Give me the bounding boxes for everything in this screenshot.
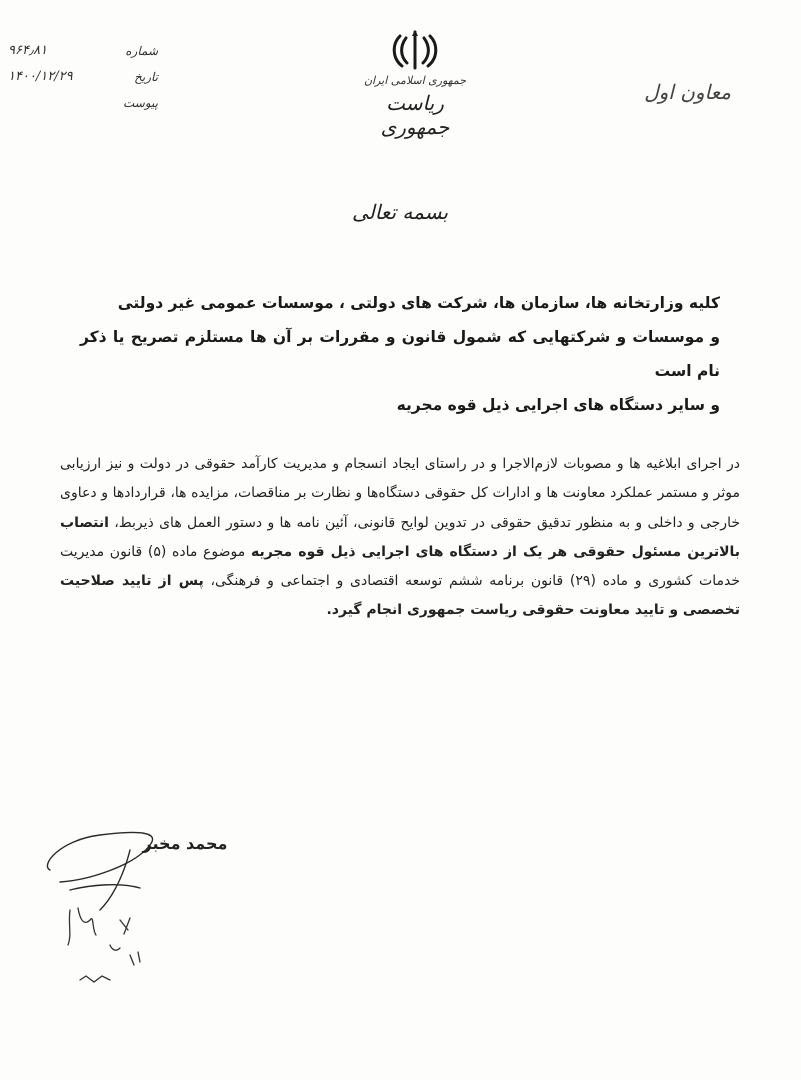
- addressee-block: [80, 286, 720, 422]
- meta-number-row: [8, 38, 158, 64]
- body-bold-text: انتصاب بالاترین مسئول حقوقی هر یک از دستگاه های اجرایی ذیل قوه مجریه: [60, 514, 741, 560]
- body-text: موضوع ماده (۵) قانون مدیریت خدمات کشوری و ماده (۲۹) قانون برنامه ششم توسعه اقتصادی و اجتماعی و فرهنگی،: [60, 543, 740, 590]
- meta-date-row: [8, 64, 158, 90]
- signature-name: محمد مخبر: [142, 834, 228, 853]
- meta-attachment-row: [8, 90, 158, 116]
- emblem-caption: جمهوری اسلامی ایران: [363, 74, 467, 87]
- letter-meta: [8, 38, 158, 116]
- iran-emblem-icon: [390, 28, 440, 72]
- letter-date: ۱۴۰۰/۱۲/۲۹: [8, 69, 73, 84]
- letterhead: [350, 28, 480, 139]
- body-bold-text: پس از تایید صلاحیت تخصصی و تایید معاونت حقوقی ریاست جمهوری انجام گیرد.: [60, 573, 740, 619]
- recipient-note: معاون اول: [644, 80, 731, 104]
- addressee-line: و موسسات و شرکتهایی که شمول قانون و مقررات بر آن ها مستلزم تصریح یا ذکر نام است: [80, 328, 720, 380]
- meta-number-label: شماره: [125, 44, 158, 58]
- basmala: بسمه تعالی: [351, 200, 449, 224]
- addressee-line: کلیه وزارتخانه ها، سازمان ها، شرکت های دولتی ، موسسات عمومی غیر دولتی: [117, 294, 720, 312]
- addressee-line: و سایر دستگاه های اجرایی ذیل قوه مجریه: [396, 396, 720, 414]
- meta-attachment-label: پیوست: [123, 96, 158, 110]
- letter-number: ۹۶۴٫۸۱: [8, 43, 48, 58]
- body-text: در اجرای ابلاغیه ها و مصوبات لازم‌الاجرا و در راستای ایجاد انسجام و مدیریت کارآمد حقوقی در دولت و نیز ارزیابی موثر و مستمر عملکرد معاونت ها و ادارات کل حقوقی دستگاه‌ها و نظارت بر مناقصات، مزایده ها، قراردادها و دعاوی خارجی و داخلی و به منظور تدقیق حقوقی در تدوین لوایح قانونی، آئین نامه ها و دستور العمل های ذیربط،: [60, 456, 740, 531]
- letter-body: [60, 450, 740, 626]
- presidency-title: ریاست جمهوری: [380, 91, 450, 139]
- handwritten-note-icon: [50, 890, 180, 1000]
- meta-date-label: تاریخ: [134, 70, 158, 84]
